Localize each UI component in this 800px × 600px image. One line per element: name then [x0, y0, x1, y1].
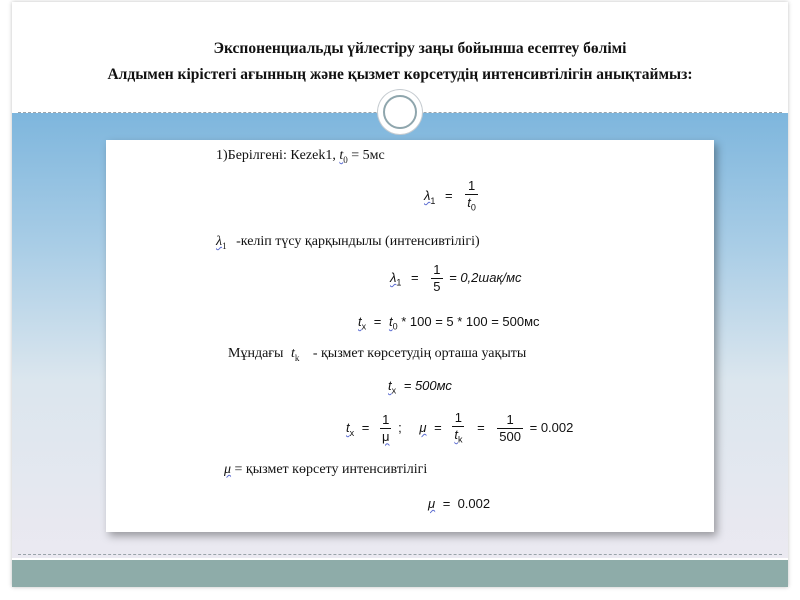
lambda-symbol: λ: [424, 188, 431, 204]
given-label: 1)Берілгені: Кezek1,: [216, 148, 336, 163]
fraction-numerator: 1: [433, 262, 441, 277]
equals-sign: =: [361, 420, 370, 436]
semicolon: ;: [398, 420, 402, 436]
tx-value: * 100 = 5 * 100 = 500мс: [401, 314, 540, 329]
fraction-one-over-five: [431, 262, 442, 295]
tx-symbol: t: [346, 420, 350, 436]
fraction-one-over-t0: [465, 178, 478, 216]
fraction-denominator-sub: 0: [470, 202, 476, 213]
lambda-sub: 1: [396, 277, 402, 288]
given-value: = 5мс: [351, 148, 385, 163]
equals-sign: =: [373, 314, 382, 329]
slide-title-line-2: Алдымен кірістегі ағынның және қызмет көрсетудің интенсивтілігін анықтаймыз:: [107, 66, 693, 83]
tx-sub: x: [361, 321, 367, 332]
fraction-one-over-500: [497, 412, 523, 445]
lambda-description-line: [216, 234, 480, 251]
equals-sign: =: [411, 269, 419, 285]
lambda-formula-2: [390, 262, 521, 295]
fraction-numerator: 1: [465, 178, 478, 195]
lambda-symbol: λ: [390, 269, 397, 285]
tk-sub: k: [294, 352, 300, 363]
slide-footer-bar: [12, 560, 788, 587]
formula-document: [106, 140, 714, 532]
equals-sign: =: [477, 420, 485, 436]
mu-value: = 0.002: [529, 420, 574, 436]
tx-symbol: t: [388, 378, 392, 393]
tk-symbol: t: [290, 346, 295, 361]
fraction-one-over-tk: [452, 410, 464, 448]
lambda-symbol: λ: [216, 234, 223, 249]
bottom-dashed-divider: [18, 554, 782, 555]
fraction-one-over-mu: [380, 412, 392, 445]
given-line: [216, 148, 385, 165]
where-line: [228, 346, 526, 363]
fraction-denominator: t: [467, 195, 471, 210]
mu-symbol: μ: [419, 420, 427, 436]
tx-value: = 500мс: [403, 378, 452, 393]
fraction-denominator: 500: [499, 429, 521, 445]
lambda-description: -келіп түсу қарқындылы (интенсивтілігі): [236, 234, 480, 249]
lambda-sub: 1: [430, 195, 436, 206]
where-description: - қызмет көрсетудің орташа уақыты: [312, 346, 527, 361]
mu-description-line: [224, 462, 427, 478]
slide-title-line-1: Экспоненциальды үйлестіру заңы бойынша есептеу бөлімі: [213, 40, 627, 57]
lambda-formula-1: [424, 178, 481, 216]
circle-ornament-icon: [378, 90, 422, 134]
fraction-denominator: 5: [433, 279, 441, 294]
fraction-numerator: 1: [452, 410, 464, 427]
fraction-numerator: 1: [380, 412, 392, 429]
lambda-value: = 0,2шақ/мс: [449, 269, 522, 285]
tx-formula-2: [388, 378, 452, 396]
fraction-numerator: 1: [497, 412, 523, 429]
lambda-sub: 1: [222, 240, 227, 251]
t0-symbol: t: [388, 314, 393, 329]
tx-symbol: t: [358, 314, 362, 329]
tx-sub: x: [349, 427, 355, 438]
mu-description: = қызмет көрсету интенсивтілігі: [234, 462, 428, 477]
slide: [12, 2, 788, 587]
tx-formula-1: [358, 314, 540, 332]
fraction-denominator: t: [454, 427, 458, 442]
given-variable-sub: 0: [343, 154, 348, 165]
mu-final-value: = 0.002: [442, 496, 491, 511]
t0-sub: 0: [392, 321, 398, 332]
fraction-denominator: μ: [381, 429, 390, 445]
mu-symbol: μ: [224, 462, 232, 477]
equals-sign: =: [445, 188, 453, 204]
mu-symbol: μ: [428, 496, 436, 511]
equals-sign: =: [434, 420, 442, 436]
fraction-denominator-sub: k: [457, 434, 463, 445]
mu-final-formula: [428, 496, 490, 511]
given-variable: t: [339, 148, 344, 163]
where-label: Мұндағы: [228, 346, 284, 361]
circle-ornament-inner: [383, 95, 417, 129]
mu-formula: [346, 410, 573, 448]
tx-sub: x: [391, 385, 397, 396]
